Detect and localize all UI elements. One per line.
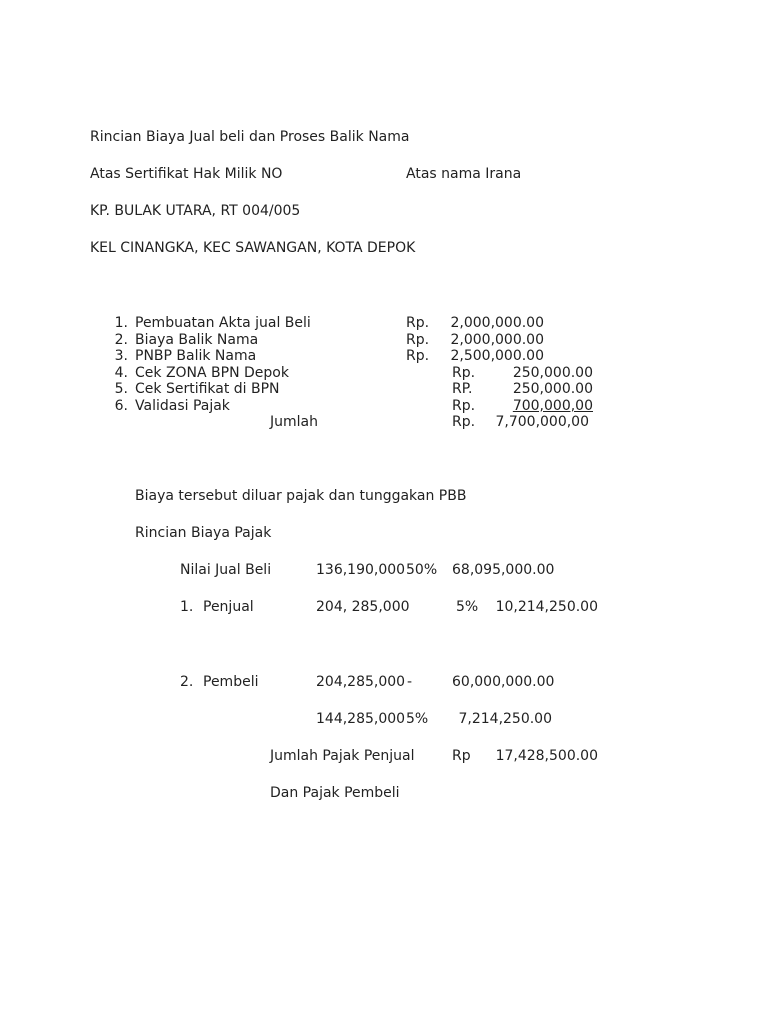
item-number: 2. [114, 332, 128, 348]
item-number: 5. [114, 381, 128, 397]
item-currency: Rp. [452, 398, 476, 414]
tax-rate: 5% [406, 711, 429, 727]
address-line-2: KEL CINANGKA, KEC SAWANGAN, KOTA DEPOK [90, 240, 416, 256]
item-amount: 2,000,000.00 [450, 315, 544, 331]
owner-label: Atas nama Irana [406, 166, 522, 182]
item-currency: Rp. [406, 348, 430, 364]
item-number: 3. [114, 348, 128, 364]
tax-result: 7,214,250.00 [458, 711, 552, 727]
document-title: Rincian Biaya Jual beli dan Proses Balik Nama [90, 129, 410, 145]
tax-total-label: Jumlah Pajak Penjual [270, 748, 415, 764]
tax-value: 144,285,000 [316, 711, 406, 727]
item-currency: Rp. [406, 315, 430, 331]
tax-rate: 5% [456, 599, 479, 615]
item-number: 1. [114, 315, 128, 331]
item-amount: 700,000,00 [512, 398, 593, 414]
item-number: 4. [114, 365, 128, 381]
item-amount: 2,000,000.00 [450, 332, 544, 348]
item-number: 6. [114, 398, 128, 414]
tax-value: 136,190,000 [316, 562, 406, 578]
item-label: Cek ZONA BPN Depok [135, 365, 289, 381]
tax-total-currency: Rp [452, 748, 471, 764]
tax-result: 68,095,000.00 [452, 562, 555, 578]
tax-heading: Rincian Biaya Pajak [135, 525, 272, 541]
tax-result: 10,214,250.00 [495, 599, 598, 615]
tax-value: 204, 285,000 [316, 599, 410, 615]
tax-label: Penjual [203, 599, 254, 615]
total-currency: Rp. [452, 414, 476, 430]
tax-rate: 50% [406, 562, 438, 578]
tax-number: 1. [180, 599, 194, 615]
total-label: Jumlah [270, 414, 318, 430]
item-currency: Rp. [406, 332, 430, 348]
item-label: PNBP Balik Nama [135, 348, 257, 364]
item-label: Pembuatan Akta jual Beli [135, 315, 311, 331]
item-amount: 250,000.00 [512, 381, 593, 397]
tax-value: 204,285,000 [316, 674, 406, 690]
tax-operator: - [407, 674, 413, 690]
item-label: Biaya Balik Nama [135, 332, 259, 348]
address-line-1: KP. BULAK UTARA, RT 004/005 [90, 203, 301, 219]
tax-number: 2. [180, 674, 194, 690]
tax-label: Nilai Jual Beli [180, 562, 272, 578]
item-amount: 250,000.00 [512, 365, 593, 381]
tax-label: Pembeli [203, 674, 259, 690]
note: Biaya tersebut diluar pajak dan tunggakan PBB [135, 488, 467, 504]
item-amount: 2,500,000.00 [450, 348, 544, 364]
buyer-tax-label: Dan Pajak Pembeli [270, 785, 400, 801]
item-currency: RP. [452, 381, 473, 397]
item-label: Cek Sertifikat di BPN [135, 381, 280, 397]
tax-total-amount: 17,428,500.00 [495, 748, 598, 764]
tax-result: 60,000,000.00 [452, 674, 555, 690]
total-amount: 7,700,000,00 [495, 414, 589, 430]
certificate-label: Atas Sertifikat Hak Milik NO [90, 166, 283, 182]
item-label: Validasi Pajak [135, 398, 230, 414]
item-currency: Rp. [452, 365, 476, 381]
